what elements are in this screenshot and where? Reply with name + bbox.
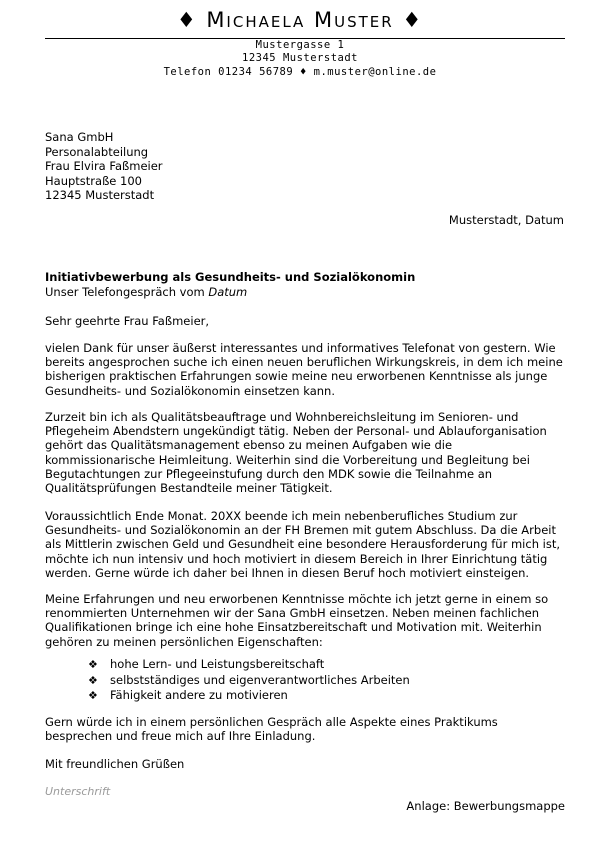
sender-name: ♦ Michaela Muster ♦ [176, 8, 424, 32]
recipient-city: 12345 Musterstadt [45, 188, 155, 202]
list-item-text: selbstständiges und eigenverantwortliches Arbeiten [110, 672, 410, 687]
sender-contact: Telefon 01234 56789 ♦ m.muster@online.de [163, 66, 437, 78]
recipient-company: Sana GmbH [45, 130, 114, 144]
diamond-bullet-icon: ❖ [88, 673, 98, 687]
diamond-bullet-icon: ❖ [88, 658, 98, 671]
body-paragraph: Meine Erfahrungen und neu erworbenen Kenntnisse möchte ich jetzt gerne in einem so renommierten Unternehmen wir der Sana GmbH einsetzen. Neben meinen fachlichen Qualifikationen bringe ich eine hohe Einsatzbereitschaft und Motivation mit. Weiterhin gehören zu meinen persönlichen Eigenschaften: [45, 592, 549, 649]
body-paragraph: Gern würde ich in einem persönlichen Gespräch alle Aspekte eines Praktikums besprechen und freue mich auf Ihre Einladung. [45, 715, 498, 744]
sender-street: Mustergasse 1 [255, 39, 345, 51]
recipient-person: Frau Elvira Faßmeier [45, 159, 163, 173]
subject-line: Initiativbewerbung als Gesundheits- und Sozialökonomin [45, 270, 416, 284]
body-paragraph: Voraussichtlich Ende Monat. 20XX beende ich mein nebenberufliches Studium zur Gesundheits- und Sozialökonomin an der FH Bremen mit gutem Abschluss. Da die Arbeit als Mittlerin zwischen Geld und Gesundheit eine besondere Herausforderung für mich ist, möchte ich nun intensiv und hoch motiviert in diesem Bereich in Ihrer Einrichtung tätig werden. Gerne würde ich daher bei Ihnen in diesen Beruf hoch motiviert einsteigen. [45, 509, 560, 580]
enclosure-note: Anlage: Bewerbungsmappe [406, 799, 565, 813]
qualities-list [88, 657, 410, 704]
body-paragraph: vielen Dank für unser äußerst interessantes und informatives Telefonat von gestern. Wie bereits angesprochen suche ich einen neuen beruflichen Wirkungskreis, in dem ich meine bisherigen praktischen Erfahrungen sowie meine neu erworbenen Kenntnisse als junge Gesundheits- und Sozialökonomin einsetzen kann. [45, 341, 563, 398]
salutation: Sehr geehrte Frau Faßmeier, [45, 314, 210, 328]
subject-reference-date: Datum [208, 285, 248, 299]
subject-reference [45, 285, 247, 299]
diamond-bullet-icon: ❖ [88, 689, 98, 702]
closing-phrase: Mit freundlichen Grüßen [45, 757, 185, 771]
recipient-department: Personalabteilung [45, 144, 149, 159]
list-item-text: hohe Lern- und Leistungsbereitschaft [110, 657, 325, 671]
list-item [88, 688, 410, 704]
list-item [88, 673, 410, 689]
body-paragraph: Zurzeit bin ich als Qualitätsbeauftrage und Wohnbereichsleitung im Senioren- und Pflegeheim Abendstern ungekündigt tätig. Neben der Personal- und Ablauforganisation gehört das Qualitätsmanagement ebenso zu meinen Aufgaben wie die kommissionarische Heimleitung. Weiterhin sind die Vorbereitung und Begleitung bei Begutachtungen zur Pflegeeinstufung durch den MDK sowie die Teilnahme an Qualitätsprüfungen Bestandteile meiner Tätigkeit. [45, 410, 547, 496]
recipient-street: Hauptstraße 100 [45, 173, 142, 188]
place-date: Musterstadt, Datum [448, 213, 564, 227]
sender-city: 12345 Musterstadt [242, 52, 358, 64]
recipient-address [45, 130, 163, 203]
subject-reference-text: Unser Telefongespräch vom [45, 285, 205, 299]
list-item [88, 657, 410, 673]
signature-placeholder: Unterschrift [45, 785, 111, 798]
list-item-text: Fähigkeit andere zu motivieren [110, 688, 288, 702]
